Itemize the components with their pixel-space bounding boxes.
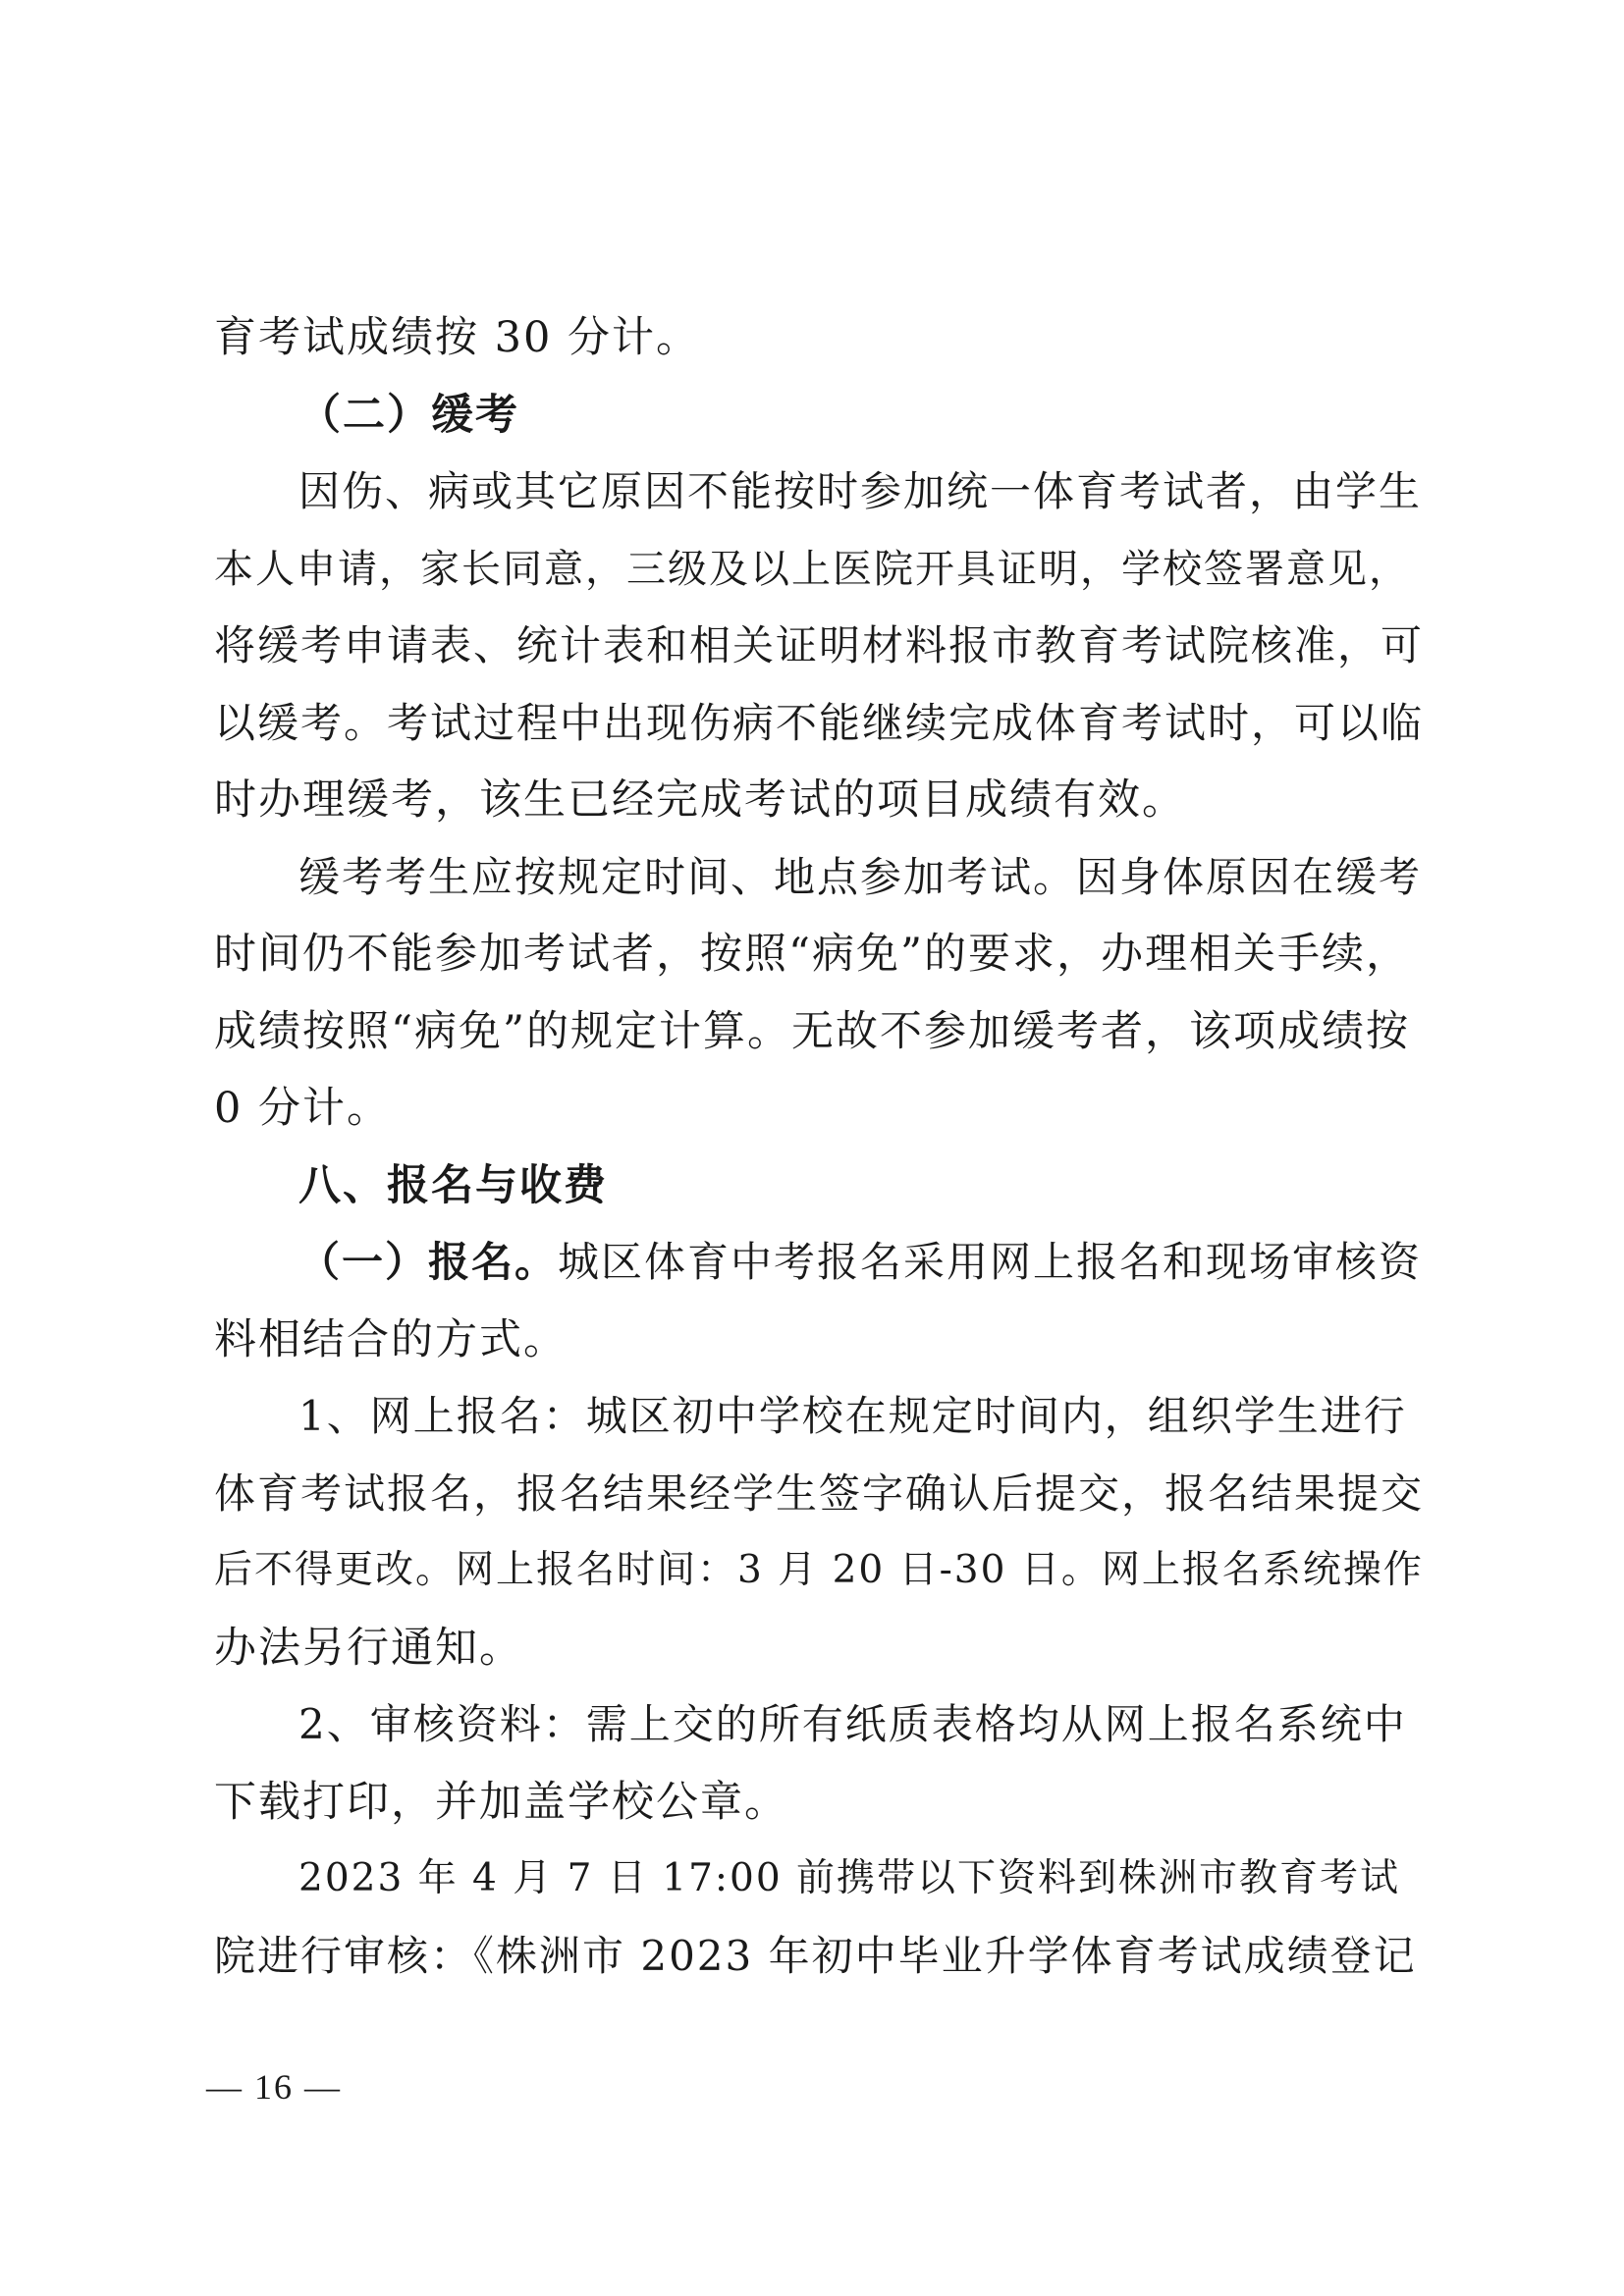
subsection-heading-registration: （一）报名。 [298,1238,559,1286]
text-line: 时间仍不能参加考试者，按照“病免”的要求，办理相关手续， [214,930,1410,979]
text-line: 缓考考生应按规定时间、地点参加考试。因身体原因在缓考 [298,852,1423,901]
text-line: 2、审核资料：需上交的所有纸质表格均从网上报名系统中 [298,1700,1407,1748]
text-line: 下载打印，并加盖学校公章。 [214,1777,788,1827]
section-heading-deferred-exam: （二）缓考 [298,390,519,440]
text-line: 将缓考申请表、统计表和相关证明材料报市教育考试院核准，可 [214,621,1425,669]
text-line: 时办理缓考，该生已经完成考试的项目成绩有效。 [214,775,1186,825]
text-line: 因伤、病或其它原因不能按时参加统一体育考试者，由学生 [298,467,1423,515]
body-text [214,299,1426,1995]
text-line: 以缓考。考试过程中出现伤病不能继续完成体育考试时，可以临 [214,698,1425,747]
text-line: 育考试成绩按 30 分计。 [214,313,701,362]
text-line: 1、网上报名：城区初中学校在规定时间内，组织学生进行 [298,1392,1407,1440]
text-line: 后不得更改。网上报名时间：3 月 20 日-30 日。网上报名系统操作 [214,1548,1424,1592]
text-line [214,1224,1426,1302]
text-line: 料相结合的方式。 [214,1314,568,1364]
text-fragment: 城区体育中考报名采用网上报名和现场审核资 [558,1238,1423,1286]
text-line: 办法另行通知。 [214,1623,523,1673]
text-line: 本人申请，家长同意，三级及以上医院开具证明，学校签署意见， [214,546,1410,592]
section-heading-registration-fees: 八、报名与收费 [298,1160,608,1210]
text-line: 体育考试报名，报名结果经学生签字确认后提交，报名结果提交 [214,1468,1425,1518]
page-number: — 16 — [206,2067,342,2107]
text-line: 成绩按照“病免”的规定计算。无故不参加缓考者，该项成绩按 [214,1006,1410,1056]
text-line: 0 分计。 [214,1084,392,1133]
text-line: 2023 年 4 月 7 日 17:00 前携带以下资料到株洲市教育考试 [298,1856,1401,1900]
text-line: 院进行审核：《株洲市 2023 年初中毕业升学体育考试成绩登记 [214,1931,1417,1980]
